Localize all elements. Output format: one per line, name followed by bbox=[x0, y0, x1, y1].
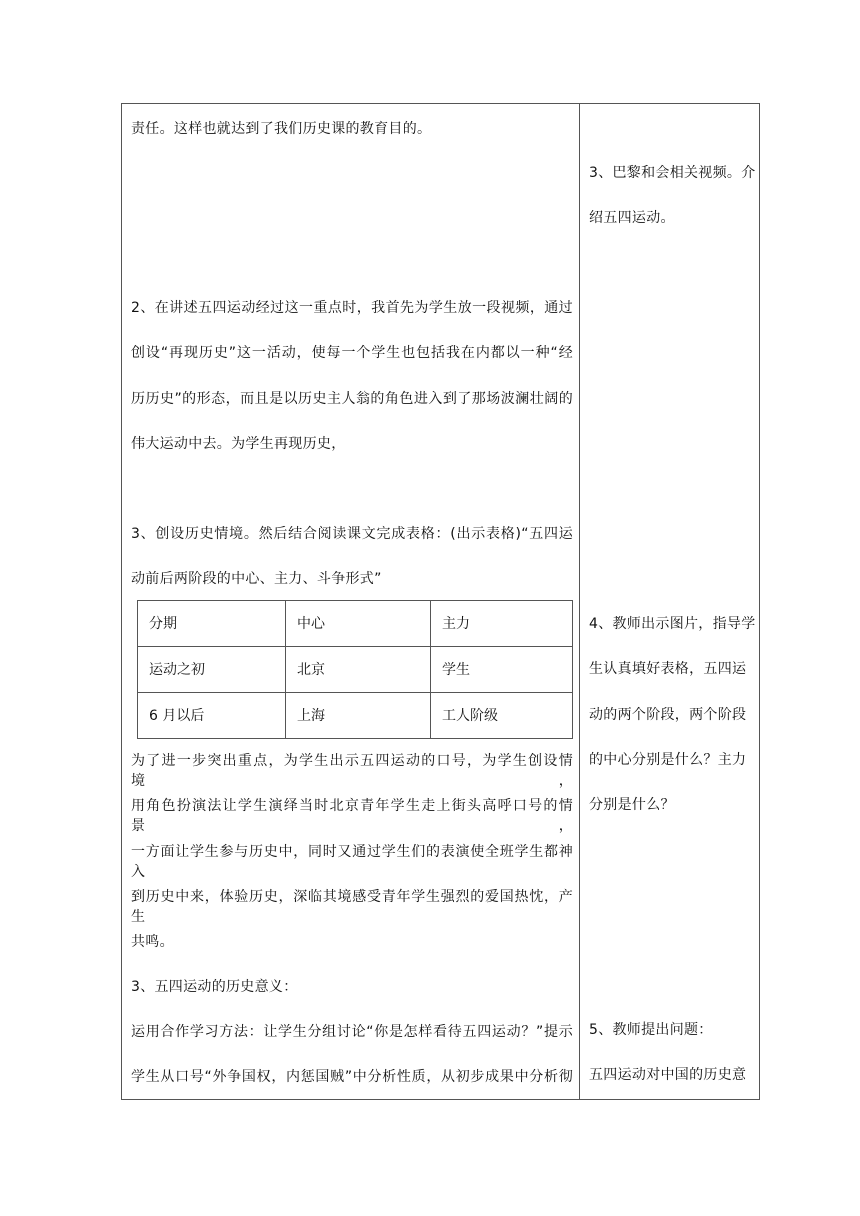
column-divider bbox=[579, 104, 580, 1099]
table-row bbox=[138, 601, 573, 647]
note-line: 五四运动对中国的历史意 bbox=[589, 1067, 747, 1083]
table-cell: 运动之初 bbox=[138, 647, 286, 693]
table-cell: 学生 bbox=[431, 647, 573, 693]
note-line: 动的两个阶段，两个阶段 bbox=[589, 707, 747, 723]
text-line: 历历史”的形态，而且是以历史主人翁的角色进入到了那场波澜壮阔的 bbox=[131, 391, 573, 407]
note-line: 4、教师出示图片，指导学 bbox=[589, 616, 756, 632]
note-line: 3、巴黎和会相关视频。介 bbox=[589, 165, 756, 181]
table-cell: 分期 bbox=[138, 601, 286, 647]
note-line: 生认真填好表格，五四运 bbox=[589, 661, 747, 677]
table-cell: 北京 bbox=[286, 647, 431, 693]
note-line: 的中心分别是什么？主力 bbox=[589, 752, 747, 768]
text-line: 责任。这样也就达到了我们历史课的教育目的。 bbox=[131, 121, 432, 137]
text-line: 3、创设历史情境。然后结合阅读课文完成表格：(出示表格)“五四运 bbox=[131, 526, 573, 542]
note-line: 分别是什么？ bbox=[589, 797, 675, 813]
table-row bbox=[138, 647, 573, 693]
note-line: 5、教师提出问题： bbox=[589, 1022, 713, 1038]
table-cell: 6 月以后 bbox=[138, 693, 286, 739]
table-cell: 中心 bbox=[286, 601, 431, 647]
text-line: 动前后两阶段的中心、主力、斗争形式” bbox=[131, 571, 382, 587]
section-heading: 3、五四运动的历史意义： bbox=[131, 979, 298, 995]
table-cell: 工人阶级 bbox=[431, 693, 573, 739]
text-line: 一方面让学生参与历史中，同时又通过学生们的表演使全班学生都神入 bbox=[131, 844, 573, 880]
text-line: 为了进一步突出重点，为学生出示五四运动的口号，为学生创设情境， bbox=[131, 753, 573, 789]
table-cell: 主力 bbox=[431, 601, 573, 647]
text-line: 共鸣。 bbox=[131, 934, 174, 950]
note-line: 绍五四运动。 bbox=[589, 210, 675, 226]
table-row bbox=[138, 693, 573, 739]
text-line: 创设“再现历史”这一活动，使每一个学生也包括我在内都以一种“经 bbox=[131, 345, 573, 361]
text-line: 用角色扮演法让学生演绎当时北京青年学生走上街头高呼口号的情景， bbox=[131, 798, 573, 834]
text-line: 2、在讲述五四运动经过这一重点时，我首先为学生放一段视频，通过 bbox=[131, 300, 573, 316]
text-line: 学生从口号“外争国权，内惩国贼”中分析性质，从初步成果中分析彻 bbox=[131, 1069, 573, 1085]
text-line: 伟大运动中去。为学生再现历史， bbox=[131, 436, 346, 452]
table-cell: 上海 bbox=[286, 693, 431, 739]
stage-table bbox=[137, 600, 573, 739]
text-line: 运用合作学习方法：让学生分组讨论“你是怎样看待五四运动？”提示 bbox=[131, 1024, 573, 1040]
text-line: 到历史中来，体验历史，深临其境感受青年学生强烈的爱国热忱，产生 bbox=[131, 889, 573, 925]
